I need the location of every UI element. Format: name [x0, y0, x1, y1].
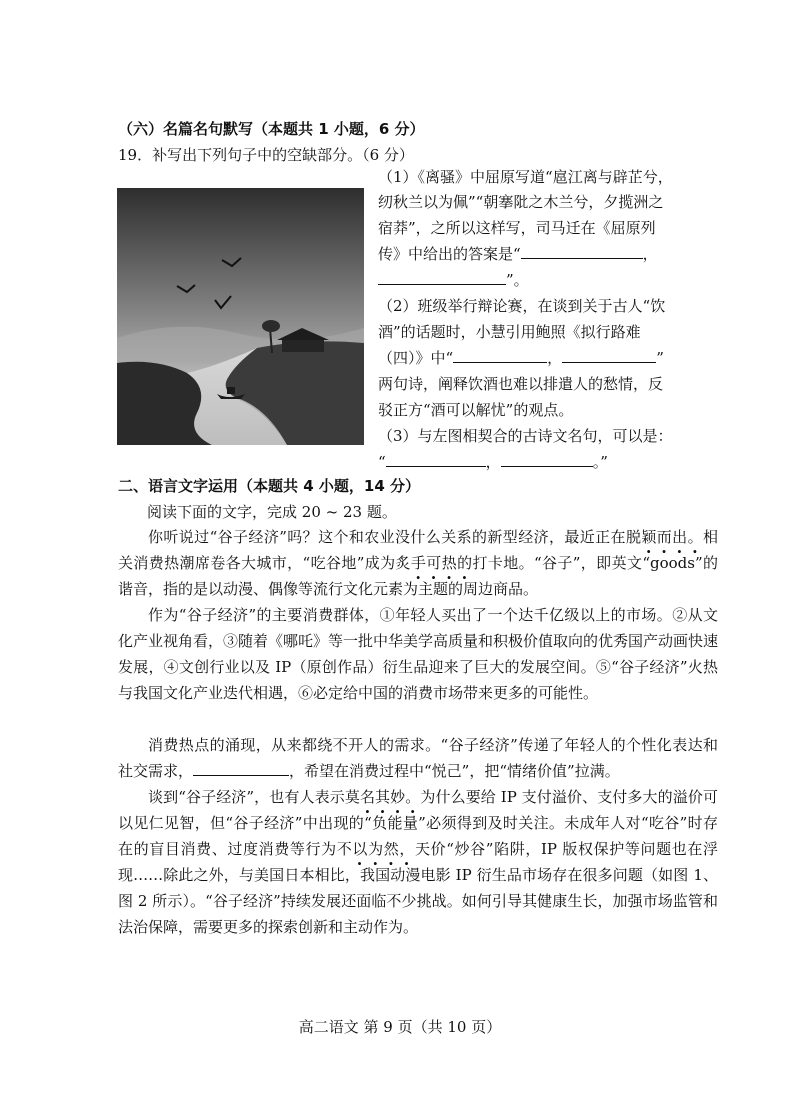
- q19-part2-line3-after: ”: [656, 349, 664, 367]
- q19-part1-line3: 宿莽”，之所以这样写，司马迁在《屈原列: [378, 219, 656, 237]
- emphasis-char: 然: [383, 840, 400, 858]
- q19-part1-line5-after: ”。: [506, 271, 529, 289]
- q19-part1-line5: [378, 270, 529, 290]
- section2-heading: 二、语言文字运用（本题共 4 小题，14 分）: [118, 477, 420, 495]
- emphasis-char: 为: [368, 840, 384, 858]
- emphasis-char: 手: [410, 554, 427, 572]
- emphasis-char: 以: [352, 840, 369, 858]
- emphasis-char: 名: [359, 788, 376, 806]
- p4-text-e: ，天价“炒谷”陷阱，IP 版权保护等问题也在浮现……除此之外，与美国日本相比，我国动漫电影 IP 衍生品市场存在很多问题（如图 1、图 2 所示）。“谷子经济”持续发展还面临不少挑战。如何引导其健康生长，加强市场监管和法治保障，需要更多的探索创新和主动作为。: [118, 840, 718, 936]
- q19-part2-line3: [378, 348, 664, 368]
- passage-paragraph-1: [118, 524, 718, 602]
- q19-part2-line2: 酒”的话题时，小慧引用鲍照《拟行路难: [378, 323, 641, 341]
- q19-stem: 19．补写出下列句子中的空缺部分。（6 分）: [118, 146, 414, 164]
- q19-part1-line1: （1）《离骚》中屈原写道“扈江离与辟芷兮，: [378, 168, 673, 186]
- p1-text-c: 。相关消费热潮席卷各大城市，“吃谷地”成为: [118, 528, 718, 572]
- emphasis-char: 热: [441, 554, 458, 572]
- reading-instruction: 阅读下面的文字，完成 20 ~ 23 题。: [147, 503, 397, 521]
- emphasis-char: 不: [336, 840, 353, 858]
- p4-dotted-phrase-2: [337, 840, 400, 858]
- emphasis-char: 出: [672, 528, 688, 546]
- p1-text-e: 的打卡地。“谷子”，即英文“goods”的谐音，指的是以动漫、偶像等流行文化元素为主题的周边商品。: [118, 554, 718, 598]
- answer-blank-1[interactable]: [521, 244, 643, 259]
- p1-dotted-phrase-1: [626, 528, 688, 546]
- q19-part1-line2: 纫秋兰以为佩”“朝搴阰之木兰兮，夕揽洲之: [378, 193, 664, 211]
- answer-blank-7[interactable]: [193, 761, 289, 776]
- q19-part3-line2-after: 。”: [592, 453, 608, 471]
- emphasis-char: 而: [656, 528, 673, 546]
- emphasis-char: 炙: [395, 554, 411, 572]
- answer-blank-5[interactable]: [386, 452, 486, 467]
- q19-part2-line5: 驳正方“酒可以解忧”的观点。: [378, 401, 574, 419]
- q19-part2-line1: （2）班级举行辩论赛，在谈到关于古人“饮: [378, 297, 666, 315]
- q19-part1-line4-before: 传》中给出的答案是“: [378, 245, 521, 263]
- emphasis-char: 颖: [641, 528, 657, 546]
- emphasis-char: 妙: [390, 788, 406, 806]
- p1-text-a: 你听说过“谷子经济”吗？这个和农业没什么关系的新型经济，最近正在: [148, 528, 626, 546]
- p4-dotted-phrase-1: [345, 788, 405, 806]
- answer-blank-4[interactable]: [562, 348, 656, 363]
- answer-blank-3[interactable]: [453, 348, 547, 363]
- ink-landscape-illustration: [117, 188, 364, 445]
- page-footer: 高二语文 第 9 页（共 10 页）: [298, 1018, 502, 1036]
- answer-blank-6[interactable]: [501, 452, 593, 467]
- answer-blank-2[interactable]: [378, 270, 506, 285]
- q19-part3-line2: [378, 452, 608, 472]
- q19-part1-line4: [378, 244, 658, 264]
- p1-dotted-phrase-2: [396, 554, 458, 572]
- p3-text-a: 消费热点的涌现，从来都绕不开人的需求。“谷子经济”传递了年轻人的个性化表达和社交需求，: [118, 736, 718, 780]
- passage-paragraph-3: [118, 732, 718, 784]
- emphasis-char: 其: [375, 788, 391, 806]
- p4-text-a: 谈到“谷子经济”，也有人表示: [148, 788, 345, 806]
- section6-heading: （六）名篇名句默写（本题共 1 小题，6 分）: [118, 120, 425, 138]
- q19-part3-line1: （3）与左图相契合的古诗文名句，可以是：: [378, 427, 673, 445]
- q19-part3-line2-before: “: [378, 453, 386, 471]
- q19-part2-line3-before: （四）》中“: [378, 349, 454, 367]
- emphasis-char: 莫: [344, 788, 360, 806]
- emphasis-char: 脱: [625, 528, 642, 546]
- passage-paragraph-4: [118, 784, 718, 940]
- emphasis-char: 可: [426, 554, 442, 572]
- q19-part3-line2-mid: ，: [485, 453, 501, 471]
- p4-text-c: 。为什么要给 IP 支付溢价、支付多大的溢价可以见仁见智，但“谷子经济”中出现的“负能量”必须得到及时关注。未成年人对“吃谷”时存在的盲目消费、过度消费等行为: [118, 788, 718, 858]
- p3-text-b: ，希望在消费过程中“悦己”，把“情绪价值”拉满。: [289, 762, 620, 780]
- q19-part2-line3-mid: ，: [547, 349, 563, 367]
- passage-paragraph-2: 作为“谷子经济”的主要消费群体，①年轻人买出了一个达千亿级以上的市场。②从文化产业视角看，③随着《哪吒》等一批中华美学高质量和积极价值取向的优秀国产动画快速发展，④文创行业以及 IP（原创作品）衍生品迎来了巨大的发展空间。⑤“谷子经济”火热与我国文化产业迭代相遇，⑥必定给中国的消费市场带来更多的可能性。: [118, 606, 719, 702]
- q19-part1-line4-after: ，: [642, 245, 658, 263]
- q19-part2-line4: 两句诗，阐释饮酒也难以排遣人的愁情，反: [378, 375, 664, 393]
- landscape-svg: [117, 188, 364, 445]
